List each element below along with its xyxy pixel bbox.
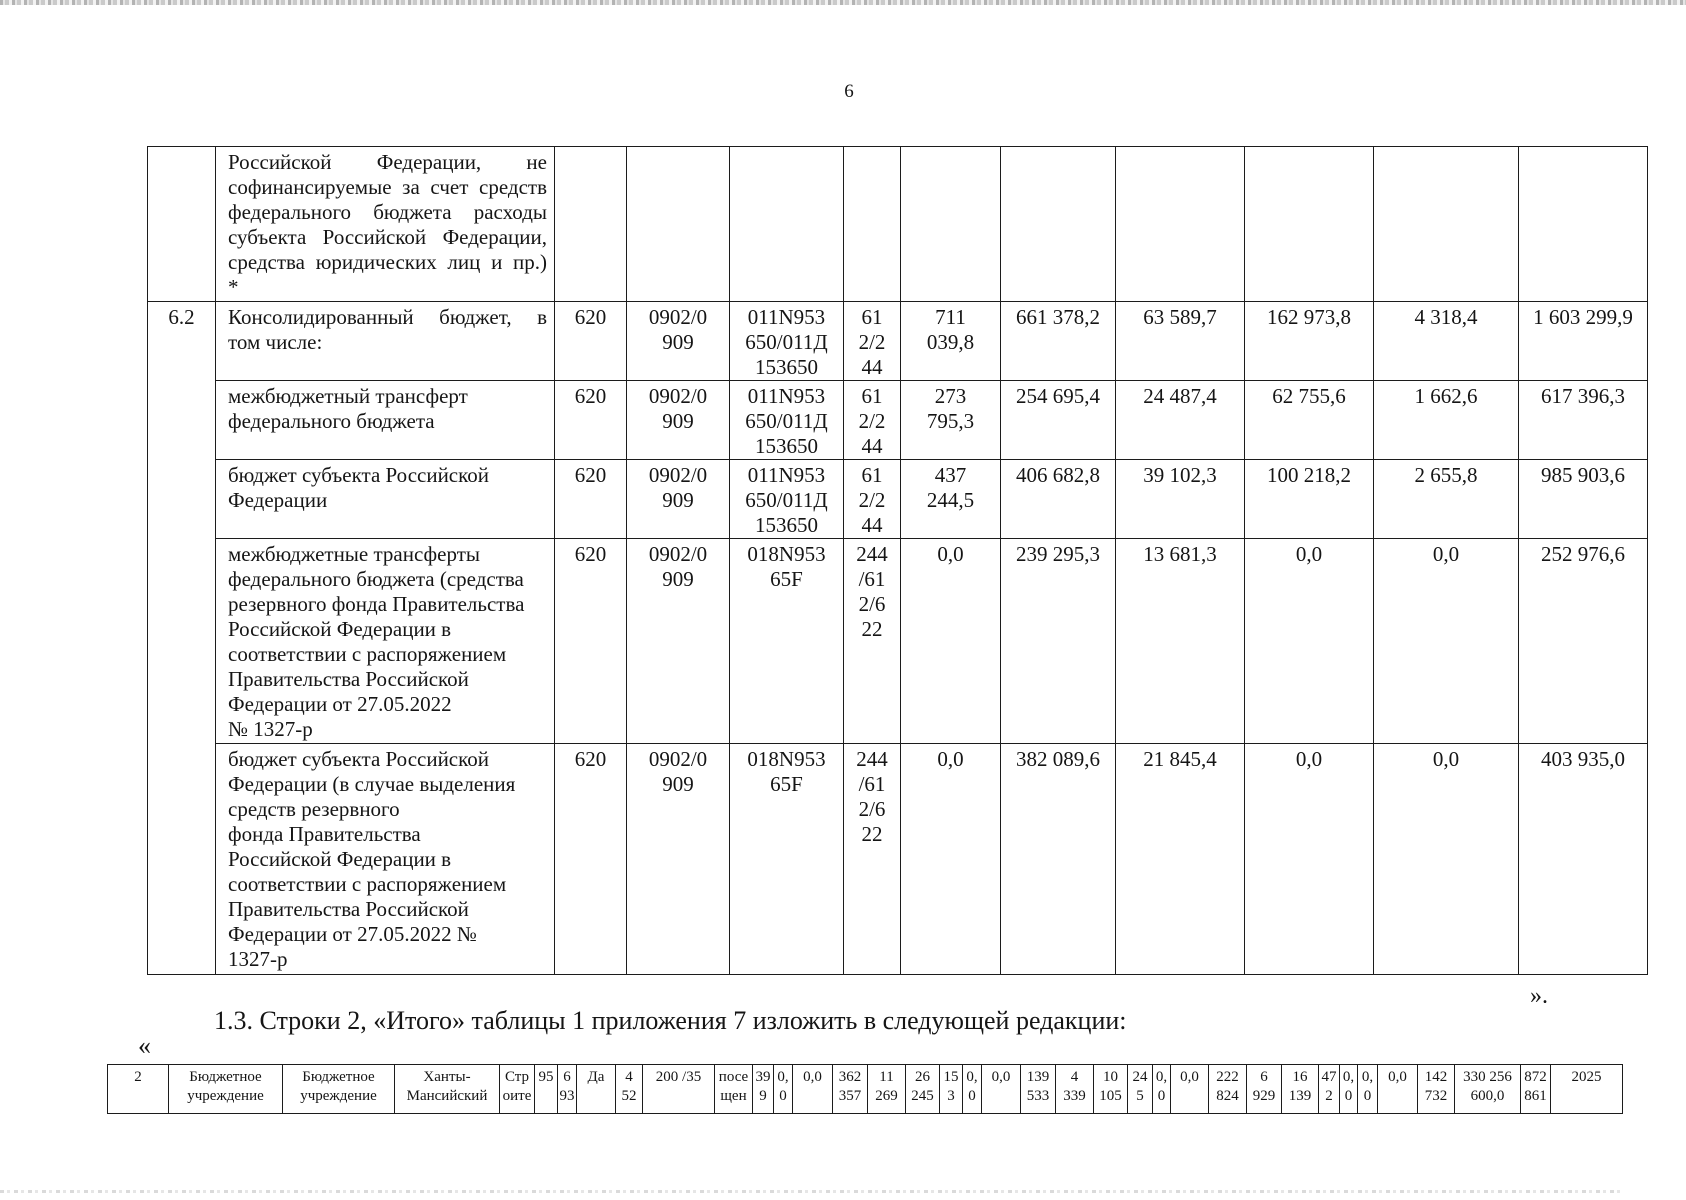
table-cell: 0, 0 bbox=[1340, 1065, 1358, 1114]
value-cell: 0902/0 909 bbox=[627, 539, 730, 744]
description-line: межбюджетный трансферт bbox=[228, 384, 468, 408]
value-cell: 273 795,3 bbox=[901, 381, 1001, 460]
description-line: бюджет субъекта Российской bbox=[228, 747, 490, 771]
description-line: федерального бюджета (средства bbox=[228, 567, 524, 591]
description-line: Федерации от 27.05.2022 bbox=[228, 692, 452, 716]
value-cell: 620 bbox=[555, 744, 627, 975]
value-cell: 617 396,3 bbox=[1519, 381, 1648, 460]
description-line: № 1327-р bbox=[228, 717, 313, 741]
value-cell: 2 655,8 bbox=[1374, 460, 1519, 539]
value-cell: 62 755,6 bbox=[1245, 381, 1374, 460]
value-cell: 620 bbox=[555, 539, 627, 744]
replacement-row-table-body bbox=[108, 1065, 1623, 1114]
table-cell: 24 5 bbox=[1128, 1065, 1153, 1114]
table-cell: 0, 0 bbox=[963, 1065, 982, 1114]
opening-quote: « bbox=[138, 1031, 151, 1060]
description-cell bbox=[216, 147, 555, 302]
description-cell bbox=[216, 460, 555, 539]
value-cell bbox=[1519, 147, 1648, 302]
value-cell: 39 102,3 bbox=[1116, 460, 1245, 539]
table-cell: 330 256 600,0 bbox=[1455, 1065, 1521, 1114]
value-cell: 63 589,7 bbox=[1116, 302, 1245, 381]
value-cell bbox=[1116, 147, 1245, 302]
value-cell bbox=[901, 147, 1001, 302]
value-cell: 018N953 65F bbox=[730, 539, 844, 744]
budget-table-body bbox=[148, 147, 1648, 975]
value-cell: 0902/0 909 bbox=[627, 460, 730, 539]
value-cell: 1 603 299,9 bbox=[1519, 302, 1648, 381]
value-cell: 61 2/2 44 bbox=[844, 460, 901, 539]
value-cell: 018N953 65F bbox=[730, 744, 844, 975]
table-cell: 10 105 bbox=[1094, 1065, 1128, 1114]
value-cell: 4 318,4 bbox=[1374, 302, 1519, 381]
table-cell: 95 bbox=[535, 1065, 558, 1114]
table-row bbox=[148, 744, 1648, 975]
table-row bbox=[148, 539, 1648, 744]
value-cell: 244 /61 2/6 22 bbox=[844, 539, 901, 744]
table-cell: посе щен bbox=[715, 1065, 753, 1114]
table-row bbox=[148, 460, 1648, 539]
table-cell: 872 861 bbox=[1521, 1065, 1551, 1114]
value-cell: 0902/0 909 bbox=[627, 302, 730, 381]
table-row bbox=[148, 381, 1648, 460]
value-cell: 382 089,6 bbox=[1001, 744, 1116, 975]
value-cell bbox=[627, 147, 730, 302]
amendment-instruction: 1.3. Строки 2, «Итого» таблицы 1 приложения 7 изложить в следующей редакции: bbox=[214, 1006, 1127, 1035]
value-cell: 0,0 bbox=[901, 539, 1001, 744]
table-cell: 26 245 bbox=[906, 1065, 940, 1114]
table-cell: 0,0 bbox=[982, 1065, 1021, 1114]
value-cell: 620 bbox=[555, 460, 627, 539]
description-line: Российской Федерации в bbox=[228, 617, 452, 641]
table-cell: 4 52 bbox=[616, 1065, 643, 1114]
value-cell bbox=[1374, 147, 1519, 302]
description-line: * bbox=[228, 275, 239, 299]
value-cell: 985 903,6 bbox=[1519, 460, 1648, 539]
value-cell: 244 /61 2/6 22 bbox=[844, 744, 901, 975]
table-cell: 200 /35 bbox=[643, 1065, 715, 1114]
table-cell: 0,0 bbox=[1378, 1065, 1418, 1114]
value-cell: 011N953 650/011Д 153650 bbox=[730, 381, 844, 460]
table-cell: 362 357 bbox=[833, 1065, 868, 1114]
description-line: том числе: bbox=[228, 330, 323, 354]
table-cell: 0, 0 bbox=[1153, 1065, 1171, 1114]
description-line: соответствии с распоряжением bbox=[228, 642, 507, 666]
row-number-cell bbox=[148, 147, 216, 302]
row-number-cell: 6.2 bbox=[148, 302, 216, 975]
description-line: Российской Федерации, не bbox=[228, 150, 547, 174]
table-cell: 2025 bbox=[1551, 1065, 1623, 1114]
description-line: субъекта Российской Федерации, bbox=[228, 225, 547, 249]
table-cell: 142 732 bbox=[1418, 1065, 1455, 1114]
description-line: Федерации (в случае выделения bbox=[228, 772, 516, 796]
table-cell: 2 bbox=[108, 1065, 169, 1114]
value-cell bbox=[555, 147, 627, 302]
description-cell bbox=[216, 302, 555, 381]
table-row bbox=[148, 147, 1648, 302]
description-cell bbox=[216, 744, 555, 975]
table-cell: 6 93 bbox=[558, 1065, 577, 1114]
description-line: соответствии с распоряжением bbox=[228, 872, 507, 896]
value-cell: 661 378,2 bbox=[1001, 302, 1116, 381]
description-line: фонда Правительства bbox=[228, 822, 421, 846]
value-cell: 61 2/2 44 bbox=[844, 381, 901, 460]
table-cell: 47 2 bbox=[1319, 1065, 1340, 1114]
value-cell: 239 295,3 bbox=[1001, 539, 1116, 744]
description-cell bbox=[216, 381, 555, 460]
table-cell: Да bbox=[577, 1065, 616, 1114]
description-line: резервного фонда Правительства bbox=[228, 592, 525, 616]
value-cell bbox=[730, 147, 844, 302]
value-cell: 13 681,3 bbox=[1116, 539, 1245, 744]
description-line: 1327-р bbox=[228, 947, 288, 971]
scan-edge-top bbox=[0, 0, 1686, 5]
value-cell: 0,0 bbox=[901, 744, 1001, 975]
table-cell: Стр оите bbox=[500, 1065, 535, 1114]
value-cell: 1 662,6 bbox=[1374, 381, 1519, 460]
description-line: Правительства Российской bbox=[228, 897, 469, 921]
replacement-row-table bbox=[107, 1064, 1623, 1114]
description-line: Консолидированный бюджет, в bbox=[228, 305, 547, 329]
value-cell: 0,0 bbox=[1374, 539, 1519, 744]
description-line: Правительства Российской bbox=[228, 667, 469, 691]
value-cell: 61 2/2 44 bbox=[844, 302, 901, 381]
table-row bbox=[108, 1065, 1623, 1114]
value-cell: 011N953 650/011Д 153650 bbox=[730, 460, 844, 539]
table-cell: 0, 0 bbox=[774, 1065, 793, 1114]
value-cell: 0902/0 909 bbox=[627, 744, 730, 975]
value-cell: 620 bbox=[555, 302, 627, 381]
table-cell: 0,0 bbox=[793, 1065, 833, 1114]
table-cell: Бюджетное учреждение bbox=[169, 1065, 283, 1114]
description-line: Российской Федерации в bbox=[228, 847, 452, 871]
value-cell: 24 487,4 bbox=[1116, 381, 1245, 460]
value-cell: 011N953 650/011Д 153650 bbox=[730, 302, 844, 381]
description-line: бюджет субъекта Российской bbox=[228, 463, 490, 487]
page-number: 6 bbox=[844, 81, 854, 102]
description-line: Федерации bbox=[228, 488, 328, 512]
description-cell bbox=[216, 539, 555, 744]
table-row bbox=[148, 302, 1648, 381]
table-cell: 6 929 bbox=[1247, 1065, 1282, 1114]
value-cell: 406 682,8 bbox=[1001, 460, 1116, 539]
description-line: федерального бюджета расходы bbox=[228, 200, 547, 224]
description-line: Федерации от 27.05.2022 № bbox=[228, 922, 477, 946]
table-cell: 11 269 bbox=[868, 1065, 906, 1114]
value-cell: 0,0 bbox=[1374, 744, 1519, 975]
description-line: средства юридических лиц и пр.) bbox=[228, 250, 547, 274]
value-cell: 711 039,8 bbox=[901, 302, 1001, 381]
value-cell: 21 845,4 bbox=[1116, 744, 1245, 975]
value-cell bbox=[1245, 147, 1374, 302]
description-line: федерального бюджета bbox=[228, 409, 435, 433]
value-cell: 254 695,4 bbox=[1001, 381, 1116, 460]
budget-table bbox=[147, 146, 1648, 975]
value-cell: 0,0 bbox=[1245, 744, 1374, 975]
table-cell: Ханты- Мансийский bbox=[395, 1065, 500, 1114]
table-cell: 0,0 bbox=[1171, 1065, 1209, 1114]
value-cell: 403 935,0 bbox=[1519, 744, 1648, 975]
value-cell: 0902/0 909 bbox=[627, 381, 730, 460]
value-cell bbox=[1001, 147, 1116, 302]
description-line: средств резервного bbox=[228, 797, 400, 821]
table-cell: 222 824 bbox=[1209, 1065, 1247, 1114]
table-cell: 4 339 bbox=[1056, 1065, 1094, 1114]
value-cell: 252 976,6 bbox=[1519, 539, 1648, 744]
scan-edge-bottom bbox=[0, 1190, 1620, 1193]
value-cell: 162 973,8 bbox=[1245, 302, 1374, 381]
table-cell: Бюджетное учреждение bbox=[283, 1065, 395, 1114]
closing-quote: ». bbox=[1530, 983, 1548, 1009]
value-cell: 437 244,5 bbox=[901, 460, 1001, 539]
table-cell: 16 139 bbox=[1282, 1065, 1319, 1114]
value-cell: 100 218,2 bbox=[1245, 460, 1374, 539]
table-cell: 0, 0 bbox=[1358, 1065, 1378, 1114]
description-line: межбюджетные трансферты bbox=[228, 542, 480, 566]
table-cell: 139 533 bbox=[1021, 1065, 1056, 1114]
value-cell: 620 bbox=[555, 381, 627, 460]
description-line: софинансируемые за счет средств bbox=[228, 175, 547, 199]
value-cell: 0,0 bbox=[1245, 539, 1374, 744]
table-cell: 39 9 bbox=[753, 1065, 774, 1114]
table-cell: 15 3 bbox=[940, 1065, 963, 1114]
value-cell bbox=[844, 147, 901, 302]
